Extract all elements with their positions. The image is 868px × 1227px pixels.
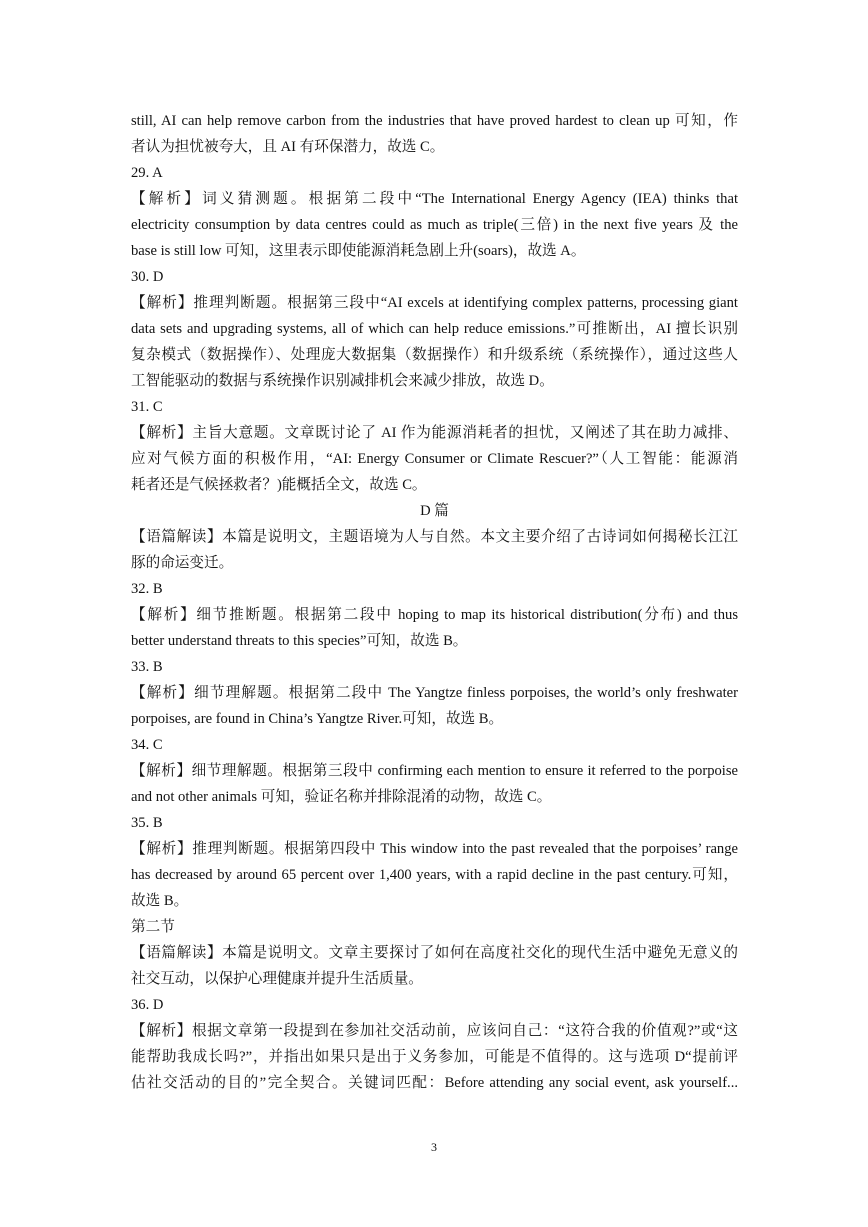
text-line: 【解析】细节理解题。根据第二段中 The Yangtze finless porpoises, the world’s only freshwater [131, 685, 738, 701]
text-line: D 篇 [420, 503, 449, 519]
text-line: and not other animals 可知，验证名称并排除混淆的动物，故选 C。 [131, 789, 552, 805]
text-line: data sets and upgrading systems, all of which can help reduce emissions.”可推断出，AI 擅长识别 [131, 321, 738, 337]
text-line: 29. A [131, 165, 163, 181]
page-number: 3 [431, 1140, 437, 1154]
text-line: 32. B [131, 581, 163, 597]
text-line: 能帮助我成长吗?”，并指出如果只是出于义务参加，可能是不值得的。这与选项 D“提前评 [131, 1049, 738, 1065]
text-line: 者认为担忧被夸大，且 AI 有环保潜力，故选 C。 [131, 139, 445, 155]
text-line: 【语篇解读】本篇是说明文，主题语境为人与自然。本文主要介绍了古诗词如何揭秘长江江 [131, 529, 738, 545]
text-line: 35. B [131, 815, 163, 831]
text-line: 故选 B。 [131, 893, 189, 909]
text-line: 31. C [131, 399, 163, 415]
text-line: 耗者还是气候拯救者？)能概括全文，故选 C。 [131, 477, 427, 493]
text-line: base is still low 可知，这里表示即使能源消耗急剧上升(soars)，故选 A。 [131, 243, 586, 259]
text-line: 34. C [131, 737, 163, 753]
text-line: 【解析】主旨大意题。文章既讨论了 AI 作为能源消耗者的担忧，又阐述了其在助力减排、 [131, 425, 738, 441]
text-line: 第二节 [131, 919, 175, 935]
text-line: 豚的命运变迁。 [131, 555, 234, 571]
text-line: 【解析】词义猜测题。根据第二段中“The International Energy Agency (IEA) thinks that [131, 191, 738, 207]
text-line: 社交互动，以保护心理健康并提升生活质量。 [131, 971, 423, 987]
text-line: 33. B [131, 659, 163, 675]
text-line: 复杂模式（数据操作）、处理庞大数据集（数据操作）和升级系统（系统操作），通过这些人 [131, 347, 738, 363]
text-line: 【解析】推理判断题。根据第三段中“AI excels at identifying complex patterns, processing giant [131, 295, 738, 311]
text-line: 【解析】细节理解题。根据第三段中 confirming each mention to ensure it referred to the porpoise [131, 763, 738, 779]
text-line: porpoises, are found in China’s Yangtze River.可知，故选 B。 [131, 711, 504, 727]
text-line: 【解析】推理判断题。根据第四段中 This window into the past revealed that the porpoises’ range [131, 841, 738, 857]
text-line: 【解析】细节推断题。根据第二段中 hoping to map its historical distribution(分布) and thus [131, 607, 738, 623]
text-line: has decreased by around 65 percent over 1,400 years, with a rapid decline in the past century.可知， [131, 867, 738, 883]
text-line: 应对气候方面的积极作用，“AI: Energy Consumer or Climate Rescuer?”（人工智能：能源消 [131, 451, 738, 467]
text-line: still, AI can help remove carbon from the industries that have proved hardest to clean up 可知，作 [131, 113, 738, 129]
text-line: 估社交活动的目的”完全契合。关键词匹配：Before attending any social event, ask yourself... [131, 1075, 738, 1091]
text-line: better understand threats to this species”可知，故选 B。 [131, 633, 468, 649]
text-line: 30. D [131, 269, 164, 285]
text-line: 36. D [131, 997, 164, 1013]
text-line: electricity consumption by data centres could as much as triple(三倍) in the next five years 及 the [131, 217, 738, 233]
text-line: 【解析】根据文章第一段提到在参加社交活动前，应该问自己：“这符合我的价值观?”或“这 [131, 1023, 738, 1039]
answer-key-text [131, 108, 738, 1096]
text-line: 工智能驱动的数据与系统操作识别减排机会来减少排放，故选 D。 [131, 373, 554, 389]
text-line: 【语篇解读】本篇是说明文。文章主要探讨了如何在高度社交化的现代生活中避免无意义的 [131, 945, 738, 961]
